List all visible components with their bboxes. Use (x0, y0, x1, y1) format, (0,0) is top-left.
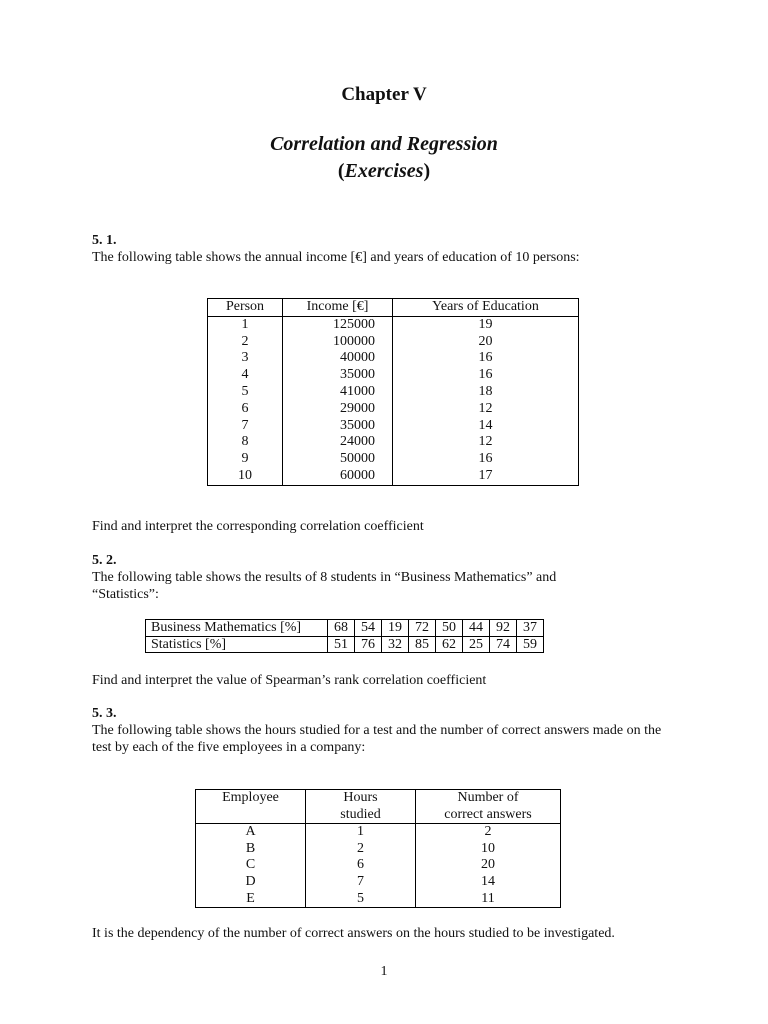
table-cell: 35000 (283, 367, 393, 384)
column-header: Income [€] (283, 299, 393, 317)
exercise-1-intro: The following table shows the annual income [€] and years of education of 10 persons: (92, 250, 580, 265)
table-cell: Statistics [%] (146, 636, 328, 653)
table-cell: 3 (241, 350, 249, 366)
table-cell: 5 (241, 383, 249, 399)
table-cell: 7 (306, 874, 416, 891)
table-row (196, 824, 561, 841)
table-cell: A (245, 824, 256, 840)
table-row (208, 384, 579, 401)
table-cell: 44 (463, 620, 490, 637)
table-cell: 68 (328, 620, 355, 637)
income-education-table (207, 298, 579, 486)
table-cell: 92 (490, 620, 517, 637)
table-cell: 24000 (283, 434, 393, 451)
table-cell: 1 (241, 316, 249, 332)
table-cell: D (245, 873, 256, 889)
page-number: 1 (380, 964, 388, 979)
table-cell: 2 (241, 333, 249, 349)
table-cell: 19 (393, 316, 579, 333)
table-cell: 17 (393, 468, 579, 485)
table-cell: 16 (393, 451, 579, 468)
table-row (196, 891, 561, 908)
table-cell: 60000 (283, 468, 393, 485)
table-row (208, 418, 579, 435)
table-row (208, 367, 579, 384)
exercise-3-task: It is the dependency of the number of correct answers on the hours studied to be investigated. (92, 926, 615, 941)
table-cell: 50000 (283, 451, 393, 468)
table-cell: 41000 (283, 384, 393, 401)
exercise-3-intro: The following table shows the hours studied for a test and the number of correct answers made on the test by each of the five employees in a company: (92, 723, 662, 755)
title-line-2: (Exercises) (337, 160, 431, 182)
table-cell: 10 (416, 841, 561, 858)
table-cell: 20 (416, 857, 561, 874)
table-row (208, 434, 579, 451)
table-cell: 19 (382, 620, 409, 637)
table-cell: 100000 (283, 334, 393, 351)
table-cell: 2 (416, 824, 561, 841)
table-cell: 6 (241, 400, 249, 416)
column-header: Hours studied (306, 790, 416, 824)
table-cell: 72 (409, 620, 436, 637)
table-cell: 62 (436, 636, 463, 653)
table-row (208, 334, 579, 351)
table-cell: Business Mathematics [%] (146, 620, 328, 637)
column-header: Number of correct answers (416, 790, 561, 824)
table-row (196, 857, 561, 874)
hours-correct-answers-table (195, 789, 561, 908)
table-cell: 25 (463, 636, 490, 653)
table-cell: 16 (393, 367, 579, 384)
table-cell: 76 (355, 636, 382, 653)
table-cell: 85 (409, 636, 436, 653)
table-cell: 2 (306, 841, 416, 858)
table-row (208, 451, 579, 468)
table-cell: 12 (393, 401, 579, 418)
table-body (196, 824, 561, 908)
table-cell: 8 (241, 434, 249, 450)
table-cell: 29000 (283, 401, 393, 418)
table-cell: 16 (393, 350, 579, 367)
table-row (196, 874, 561, 891)
table-cell: 6 (306, 857, 416, 874)
table-body (208, 316, 579, 485)
chapter-title (0, 131, 768, 185)
table-cell: 14 (393, 418, 579, 435)
exercise-2-task: Find and interpret the value of Spearman’s rank correlation coefficient (92, 673, 487, 688)
table-cell: 1 (306, 824, 416, 841)
table-row (208, 316, 579, 333)
table-header-row (208, 299, 579, 317)
table-cell: 18 (393, 384, 579, 401)
table-row (208, 401, 579, 418)
table-cell: C (245, 857, 256, 873)
table-cell: 32 (382, 636, 409, 653)
table-row (146, 620, 544, 637)
table-cell: 4 (241, 367, 249, 383)
table-cell: 59 (517, 636, 544, 653)
table-cell: 54 (355, 620, 382, 637)
exercise-1-number: 5. 1. (92, 233, 117, 248)
table-row (146, 636, 544, 653)
table-header-row (196, 790, 561, 824)
table-cell: 125000 (283, 316, 393, 333)
exercise-3-number: 5. 3. (92, 706, 117, 721)
table-cell: 10 (238, 467, 252, 483)
table-cell: 35000 (283, 418, 393, 435)
table-row (208, 350, 579, 367)
table-cell: 51 (328, 636, 355, 653)
title-line-1: Correlation and Regression (270, 133, 498, 155)
table-cell: 5 (306, 891, 416, 908)
table-cell: 37 (517, 620, 544, 637)
table-body (146, 620, 544, 653)
table-row (196, 841, 561, 858)
column-header: Person (208, 299, 283, 317)
table-cell: 14 (416, 874, 561, 891)
exercise-2-number: 5. 2. (92, 553, 117, 568)
table-cell: 7 (241, 417, 249, 433)
table-cell: 40000 (283, 350, 393, 367)
exercise-1-task: Find and interpret the corresponding correlation coefficient (92, 519, 424, 534)
table-cell: 11 (416, 891, 561, 908)
table-cell: 12 (393, 434, 579, 451)
table-row (208, 468, 579, 485)
column-header: Employee (196, 790, 306, 824)
table-cell: E (246, 890, 255, 906)
table-cell: B (245, 840, 256, 856)
table-cell: 74 (490, 636, 517, 653)
chapter-heading: Chapter V (341, 84, 427, 105)
student-results-table (145, 619, 544, 653)
exercise-2-intro: The following table shows the results of 8 students in “Business Mathematics” and “Statistics”: (92, 570, 557, 602)
column-header: Years of Education (393, 299, 579, 317)
table-cell: 50 (436, 620, 463, 637)
table-cell: 20 (393, 334, 579, 351)
table-cell: 9 (241, 451, 249, 467)
